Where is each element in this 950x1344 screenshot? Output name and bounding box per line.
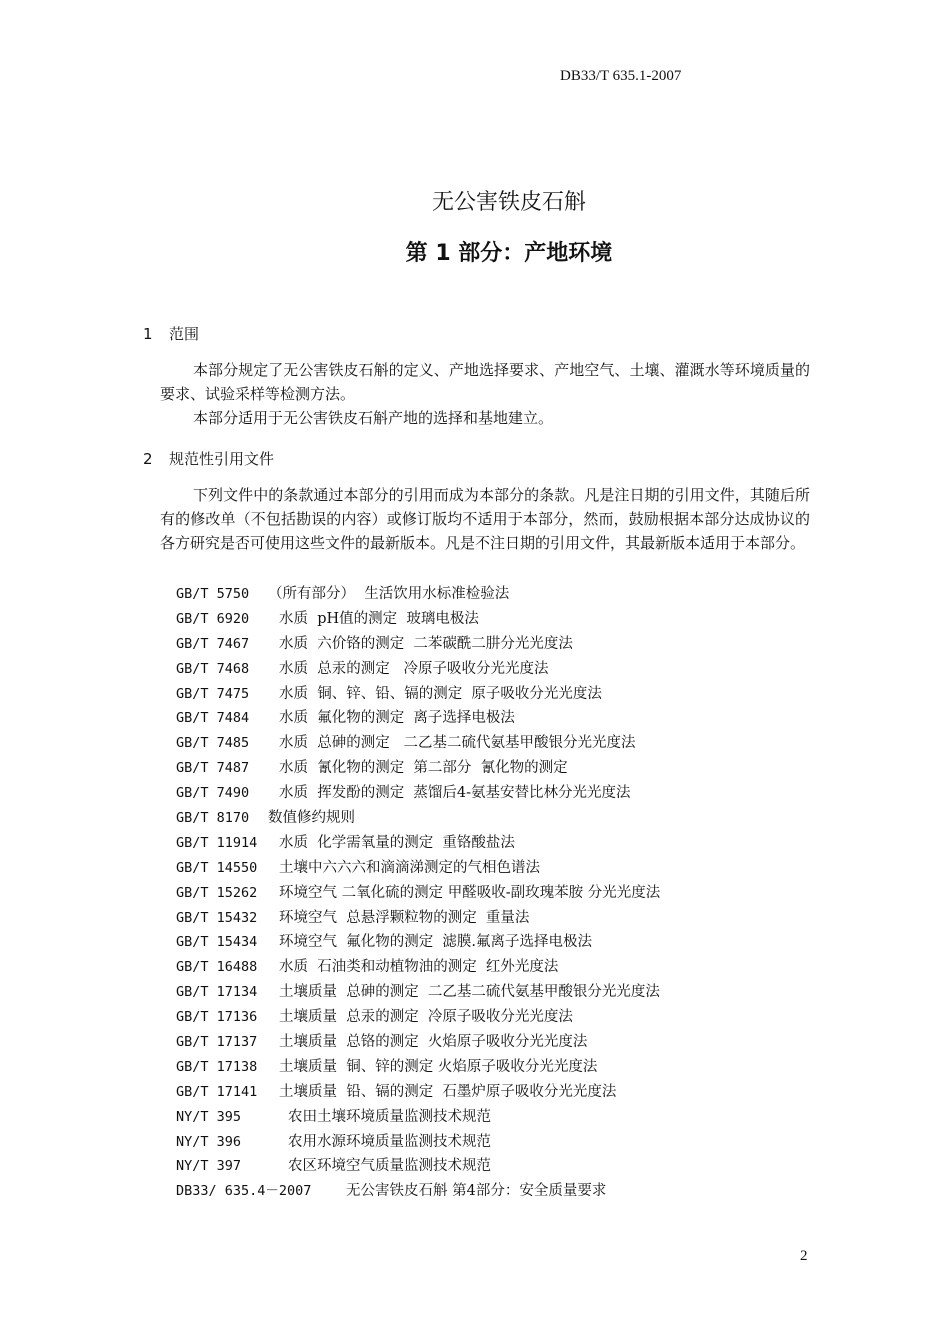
- reference-item: [176, 781, 660, 806]
- reference-item: [176, 831, 660, 856]
- reference-code: NY/T 396: [176, 1133, 242, 1150]
- reference-item: [176, 1055, 660, 1080]
- reference-code: GB/T 7468: [176, 660, 250, 677]
- reference-item: [176, 632, 660, 657]
- reference-code: GB/T 7467: [176, 635, 250, 652]
- paragraph: 本部分规定了无公害铁皮石斛的定义、产地选择要求、产地空气、土壤、灌溉水等环境质量的要求、试验采样等检测方法。: [160, 361, 810, 403]
- section-number: 1: [143, 325, 153, 343]
- reference-list: [176, 582, 660, 1204]
- reference-code: DB33/ 635.4－2007: [176, 1183, 312, 1200]
- reference-title: 土壤质量 总汞的测定 冷原子吸收分光光度法: [279, 1009, 573, 1026]
- reference-title: 无公害铁皮石斛 第4部分：安全质量要求: [346, 1183, 607, 1200]
- reference-item: [176, 1154, 660, 1179]
- reference-title: 土壤质量 总砷的测定 二乙基二硫代氨基甲酸银分光光度法: [279, 984, 660, 1001]
- reference-title: 水质 氟化物的测定 离子选择电极法: [279, 710, 515, 727]
- reference-code: GB/T 7490: [176, 785, 250, 802]
- reference-title: 土壤中六六六和滴滴涕测定的气相色谱法: [279, 859, 540, 876]
- reference-item: [176, 806, 660, 831]
- reference-title: 农用水源环境质量监测技术规范: [288, 1133, 491, 1150]
- reference-title: 水质 pH值的测定 玻璃电极法: [279, 610, 479, 627]
- section-title: 规范性引用文件: [169, 450, 275, 468]
- reference-title: （所有部分） 生活饮用水标准检验法: [268, 586, 510, 602]
- reference-code: GB/T 17134: [176, 984, 258, 1001]
- reference-title: 环境空气 氟化物的测定 滤膜.氟离子选择电极法: [279, 934, 593, 951]
- reference-item: [176, 955, 660, 980]
- reference-title: 水质 铜、锌、铅、镉的测定 原子吸收分光光度法: [279, 685, 602, 702]
- reference-title: 土壤质量 铜、锌的测定 火焰原子吸收分光光度法: [279, 1058, 598, 1075]
- reference-code: GB/T 16488: [176, 959, 258, 976]
- reference-code: GB/T 7487: [176, 760, 250, 777]
- reference-item: [176, 1130, 660, 1155]
- reference-code: GB/T 6920: [176, 610, 250, 627]
- reference-code: GB/T 15262: [176, 884, 258, 901]
- reference-title: 农田土壤环境质量监测技术规范: [288, 1108, 491, 1125]
- reference-code: GB/T 15434: [176, 934, 258, 951]
- reference-code: GB/T 7484: [176, 710, 250, 727]
- reference-item: [176, 881, 660, 906]
- reference-code: GB/T 17138: [176, 1058, 258, 1075]
- reference-item: [176, 607, 660, 632]
- reference-item: [176, 706, 660, 731]
- reference-item: [176, 657, 660, 682]
- reference-code: GB/T 15432: [176, 909, 258, 926]
- document-code: DB33/T 635.1-2007: [560, 68, 682, 84]
- reference-item: [176, 582, 660, 607]
- reference-code: GB/T 17137: [176, 1034, 258, 1051]
- document-subtitle: 第 1 部分：产地环境: [405, 241, 613, 266]
- section-number: 2: [143, 450, 153, 468]
- reference-item: [176, 682, 660, 707]
- page-number: 2: [800, 1248, 808, 1264]
- reference-title: 水质 石油类和动植物油的测定 红外光度法: [279, 959, 559, 976]
- reference-code: GB/T 7485: [176, 735, 250, 752]
- reference-code: GB/T 8170: [176, 810, 250, 827]
- reference-title: 水质 总汞的测定 冷原子吸收分光光度法: [279, 660, 549, 677]
- reference-item: [176, 731, 660, 756]
- reference-title: 数值修约规则: [268, 810, 355, 827]
- reference-code: GB/T 17136: [176, 1009, 258, 1026]
- reference-item: [176, 1179, 660, 1204]
- document-title: 无公害铁皮石斛: [431, 190, 586, 215]
- section-heading-normative-references: [143, 448, 274, 469]
- reference-code: GB/T 11914: [176, 834, 258, 851]
- reference-title: 水质 总砷的测定 二乙基二硫代氨基甲酸银分光光度法: [279, 735, 636, 752]
- reference-code: NY/T 397: [176, 1158, 242, 1175]
- reference-title: 水质 挥发酚的测定 蒸馏后4-氨基安替比林分光光度法: [279, 785, 631, 802]
- reference-item: [176, 1105, 660, 1130]
- section-title: 范围: [169, 325, 200, 343]
- reference-code: GB/T 14550: [176, 859, 258, 876]
- reference-item: [176, 756, 660, 781]
- section-heading-scope: [143, 323, 199, 344]
- reference-title: 水质 氰化物的测定 第二部分 氰化物的测定: [279, 760, 568, 777]
- reference-code: GB/T 17141: [176, 1083, 258, 1100]
- paragraph: 下列文件中的条款通过本部分的引用而成为本部分的条款。凡是注日期的引用文件，其随后所有的修改单（不包括勘误的内容）或修订版均不适用于本部分，然而，鼓励根据本部分达成协议的各方研究是否可使用这些文件的最新版本。凡是不注日期的引用文件，其最新版本适用于本部分。: [160, 486, 810, 552]
- reference-item: [176, 906, 660, 931]
- reference-title: 水质 化学需氧量的测定 重铬酸盐法: [279, 834, 515, 851]
- reference-title: 环境空气 二氧化硫的测定 甲醛吸收-副玫瑰苯胺 分光光度法: [279, 884, 661, 901]
- reference-item: [176, 930, 660, 955]
- paragraph: 本部分适用于无公害铁皮石斛产地的选择和基地建立。: [193, 409, 554, 427]
- reference-code: NY/T 395: [176, 1108, 242, 1125]
- reference-code: GB/T 7475: [176, 685, 250, 702]
- reference-item: [176, 1080, 660, 1105]
- reference-code: GB/T 5750: [176, 586, 250, 602]
- reference-title: 土壤质量 铅、镉的测定 石墨炉原子吸收分光光度法: [279, 1083, 617, 1100]
- reference-item: [176, 980, 660, 1005]
- reference-title: 农区环境空气质量监测技术规范: [288, 1158, 491, 1175]
- reference-title: 环境空气 总悬浮颗粒物的测定 重量法: [279, 909, 530, 926]
- reference-item: [176, 1005, 660, 1030]
- reference-item: [176, 856, 660, 881]
- reference-item: [176, 1030, 660, 1055]
- reference-title: 水质 六价铬的测定 二苯碳酰二肼分光光度法: [279, 635, 573, 652]
- reference-title: 土壤质量 总铬的测定 火焰原子吸收分光光度法: [279, 1034, 588, 1051]
